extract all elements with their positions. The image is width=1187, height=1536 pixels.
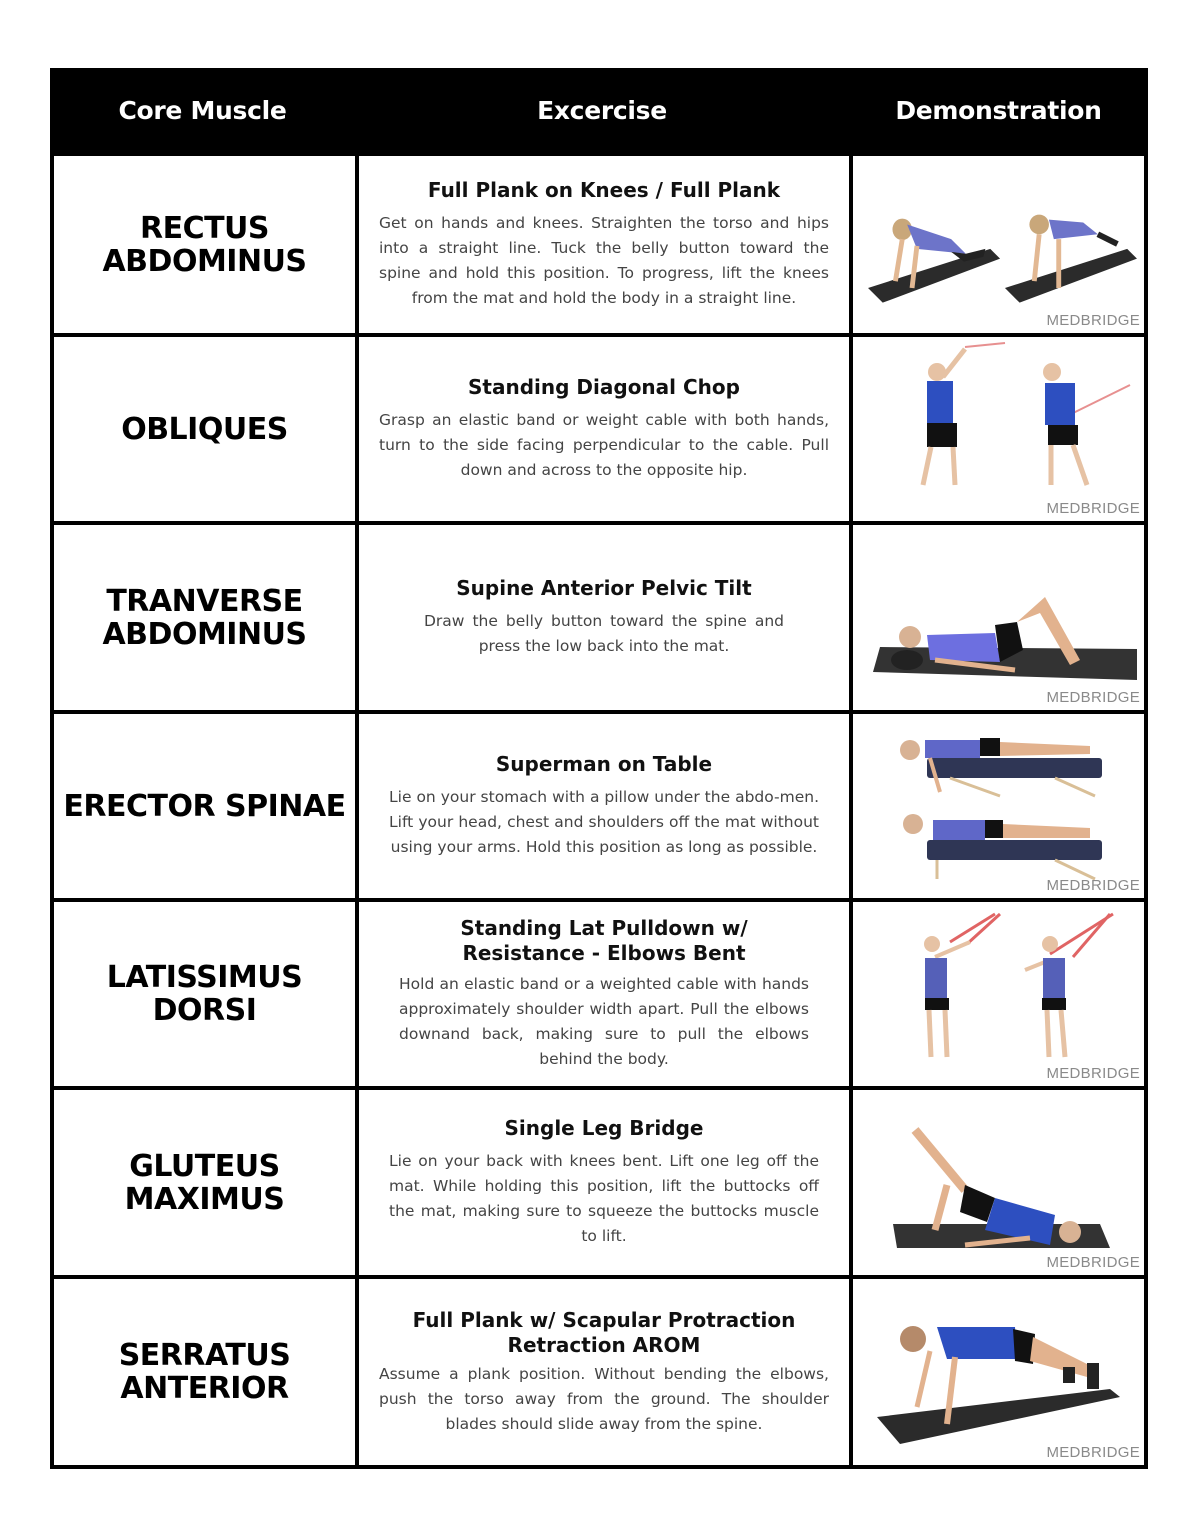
exercise-description: Lie on your back with knees bent. Lift one leg off the mat. While holding this position, lift the buttocks off the mat, making sure to squeeze the buttocks muscle to lift. <box>389 1152 819 1245</box>
medbridge-watermark: MEDBRIDGE <box>1046 689 1140 706</box>
demo-image-pelvic-tilt <box>853 525 1152 710</box>
medbridge-watermark: MEDBRIDGE <box>1046 500 1140 517</box>
table-row <box>50 714 1148 902</box>
demo-image-single-leg-bridge <box>853 1090 1152 1275</box>
demo-image-plank-knees <box>853 156 1152 333</box>
exercise-title: Single Leg Bridge <box>504 1116 704 1140</box>
demo-image-superman-table <box>853 714 1152 898</box>
table-row <box>50 902 1148 1090</box>
medbridge-watermark: MEDBRIDGE <box>1046 1065 1140 1082</box>
exercise-title: Full Plank on Knees / Full Plank <box>427 178 781 202</box>
exercise-title: Full Plank w/ Scapular Protraction Retraction AROM <box>412 1307 796 1357</box>
medbridge-watermark: MEDBRIDGE <box>1046 1444 1140 1461</box>
medbridge-watermark: MEDBRIDGE <box>1046 1254 1140 1271</box>
header-exercise: Excercise <box>537 95 667 125</box>
exercise-description: Hold an elastic band or a weighted cable with hands approximately shoulder width apart. Pull the elbows downand back, making sure to pull the elbows behind the body. <box>399 975 809 1068</box>
header-demonstration: Demonstration <box>895 95 1102 125</box>
exercise-title: Supine Anterior Pelvic Tilt <box>456 576 752 600</box>
exercise-title: Standing Diagonal Chop <box>468 375 740 399</box>
header-core-muscle: Core Muscle <box>118 95 287 125</box>
exercise-description: Assume a plank position. Without bending the elbows, push the torso away from the ground. The shoulder blades should slide away from the spine. <box>379 1364 829 1433</box>
medbridge-watermark: MEDBRIDGE <box>1046 877 1140 894</box>
muscle-name: SERRATUS ANTERIOR <box>118 1338 291 1406</box>
muscle-name: TRANVERSE ABDOMINUS <box>102 583 307 652</box>
exercise-title: Superman on Table <box>495 752 713 776</box>
muscle-name: LATISSIMUS DORSI <box>106 960 303 1028</box>
medbridge-watermark: MEDBRIDGE <box>1046 312 1140 329</box>
exercise-description: Lie on your stomach with a pillow under the abdo-men. Lift your head, chest and shoulders off the mat without using your arms. Hold this position as long as possible. <box>389 788 819 856</box>
exercise-description: Get on hands and knees. Straighten the torso and hips into a straight line. Tuck the belly button toward the spine and hold this position. To progress, lift the knees from the mat and hold the body in a straight line. <box>379 214 829 307</box>
exercise-description: Draw the belly button toward the spine and press the low back into the mat. <box>424 612 784 655</box>
demo-image-diagonal-chop <box>853 337 1152 521</box>
exercise-description: Grasp an elastic band or weight cable with both hands, turn to the side facing perpendicular to the cable. Pull down and across to the opposite hip. <box>379 411 829 479</box>
table-row <box>50 337 1148 525</box>
core-exercise-table <box>50 68 1148 1469</box>
table-header <box>50 68 1148 152</box>
table-row <box>50 152 1148 337</box>
table-row <box>50 1279 1148 1469</box>
demo-image-lat-pulldown <box>853 902 1152 1086</box>
muscle-name: RECTUS ABDOMINUS <box>102 210 307 279</box>
demo-image-full-plank <box>853 1279 1152 1465</box>
table-row <box>50 1090 1148 1279</box>
exercise-title: Standing Lat Pulldown w/ Resistance - Elbows Bent <box>460 916 748 965</box>
muscle-name: ERECTOR SPINAE <box>63 788 346 824</box>
muscle-name: OBLIQUES <box>121 411 288 447</box>
table-row <box>50 525 1148 714</box>
muscle-name: GLUTEUS MAXIMUS <box>124 1148 285 1217</box>
